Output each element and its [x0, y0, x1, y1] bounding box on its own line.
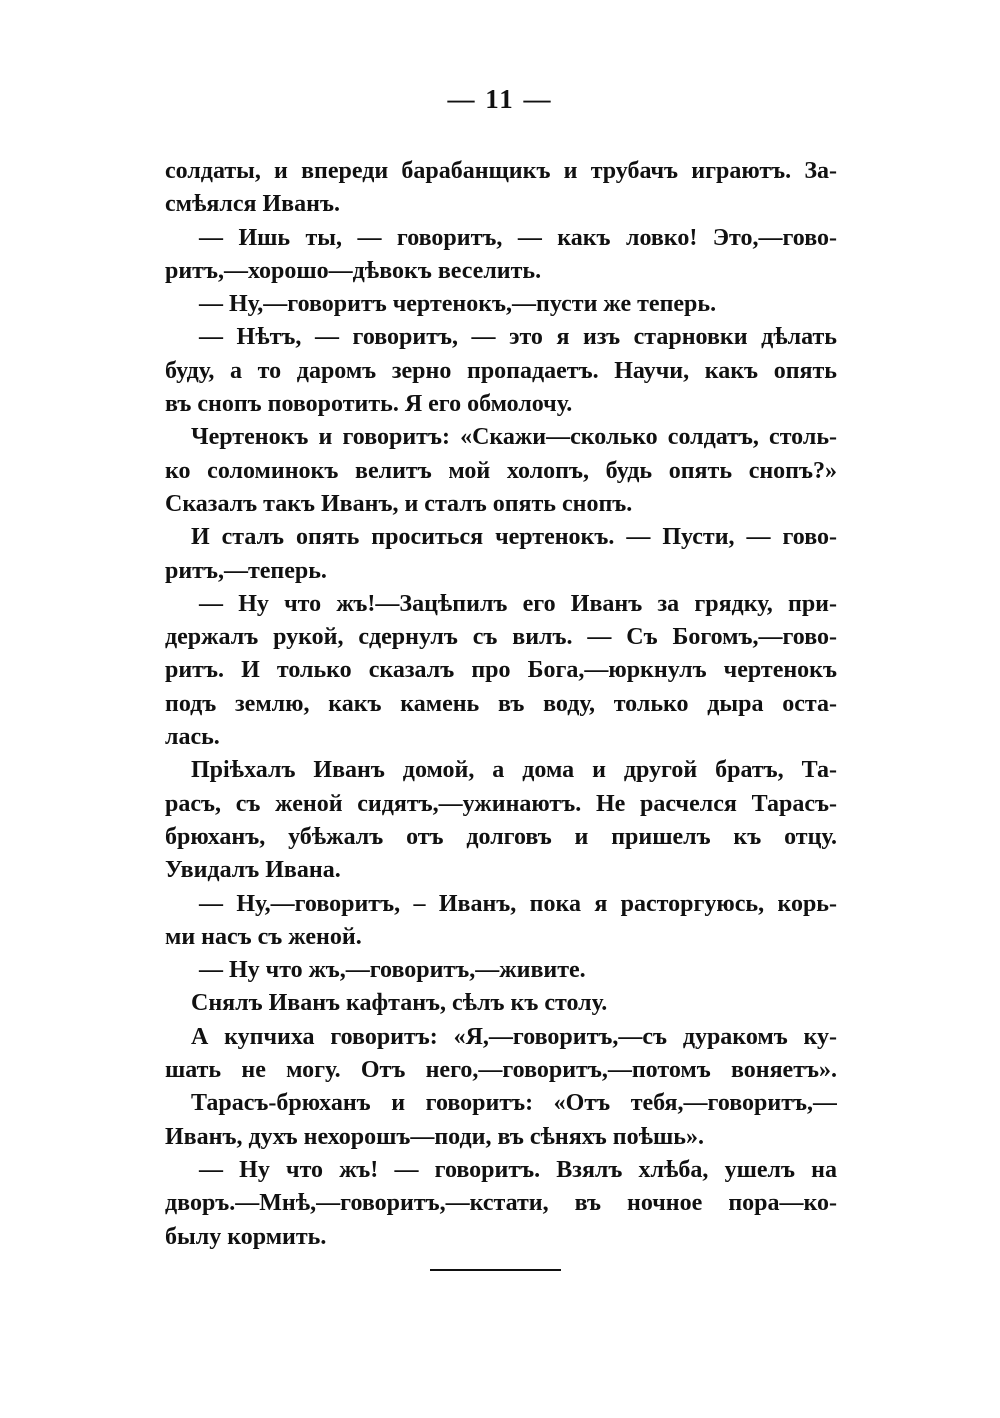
text-line: дворъ.—Мнѣ,—говоритъ,—кстати, въ ночное пора—ко- [165, 1190, 837, 1217]
text-line: Тарасъ-брюханъ и говоритъ: «Отъ тебя,—говоритъ,— [191, 1090, 837, 1117]
text-line: лась. [165, 724, 220, 751]
text-line: ритъ,—хорошо—дѣвокъ веселить. [165, 257, 542, 284]
text-line: Снялъ Иванъ кафтанъ, сѣлъ къ столу. [191, 990, 608, 1017]
text-line: — Ну что жъ!—Зацѣпилъ его Иванъ за грядку, при- [199, 590, 837, 617]
text-line: — Ну,—говоритъ, – Иванъ, пока я расторгуюсь, корь- [199, 890, 837, 917]
text-line: Сказалъ такъ Иванъ, и сталъ опять снопъ. [165, 490, 633, 517]
text-line: — Ну что жъ! — говоритъ. Взялъ хлѣба, ушелъ на [199, 1156, 837, 1183]
text-line: ми насъ съ женой. [165, 923, 362, 950]
text-line: держалъ рукой, сдернулъ съ вилъ. — Съ Богомъ,—гово- [165, 624, 837, 651]
text-line: Пріѣхалъ Иванъ домой, а дома и другой братъ, Та- [191, 757, 837, 784]
text-line: ко соломинокъ велитъ мой холопъ, будь опять снопъ?» [165, 457, 837, 484]
text-line: брюханъ, убѣжалъ отъ долговъ и пришелъ къ отцу. [165, 823, 837, 850]
text-line: буду, а то даромъ зерно пропадаетъ. Научи, какъ опять [165, 357, 837, 384]
text-line: въ снопъ поворотить. Я его обмолочу. [165, 391, 573, 418]
text-line: — Ишь ты, — говоритъ, — какъ ловко! Это,—гово- [199, 224, 837, 251]
text-line: расъ, съ женой сидятъ,—ужинаютъ. Не расчелся Тарасъ- [165, 790, 837, 817]
text-line: былу кормить. [165, 1223, 327, 1250]
text-line: солдаты, и впереди барабанщикъ и трубачъ играютъ. За- [165, 158, 837, 184]
text-line: шать не могу. Отъ него,—говоритъ,—потомъ воняетъ». [165, 1057, 837, 1084]
text-line: А купчиха говоритъ: «Я,—говоритъ,—съ дуракомъ ку- [191, 1023, 837, 1050]
text-line: ритъ,—теперь. [165, 557, 327, 584]
text-line: ритъ. И только сказалъ про Бога,—юркнулъ чертенокъ [165, 657, 837, 684]
text-line: — Нѣтъ, — говоритъ, — это я изъ старновки дѣлать [199, 324, 837, 351]
end-rule-divider [430, 1269, 561, 1271]
body-text [165, 155, 837, 1254]
text-line: Иванъ, духъ нехорошъ—поди, въ сѣняхъ поѣшь». [165, 1123, 704, 1150]
text-line: И сталъ опять проситься чертенокъ. — Пусти, — гово- [191, 524, 837, 551]
text-line: Увидалъ Ивана. [165, 857, 341, 884]
text-line: подъ землю, какъ камень въ воду, только дыра оста- [165, 690, 837, 717]
text-line: смѣялся Иванъ. [165, 191, 340, 218]
text-line: — Ну,—говоритъ чертенокъ,—пусти же теперь. [199, 291, 717, 318]
page-number: — 11 — [447, 84, 553, 114]
text-line: — Ну что жъ,—говоритъ,—живите. [199, 957, 586, 984]
text-line: Чертенокъ и говоритъ: «Скажи—сколько солдатъ, столь- [191, 424, 837, 451]
